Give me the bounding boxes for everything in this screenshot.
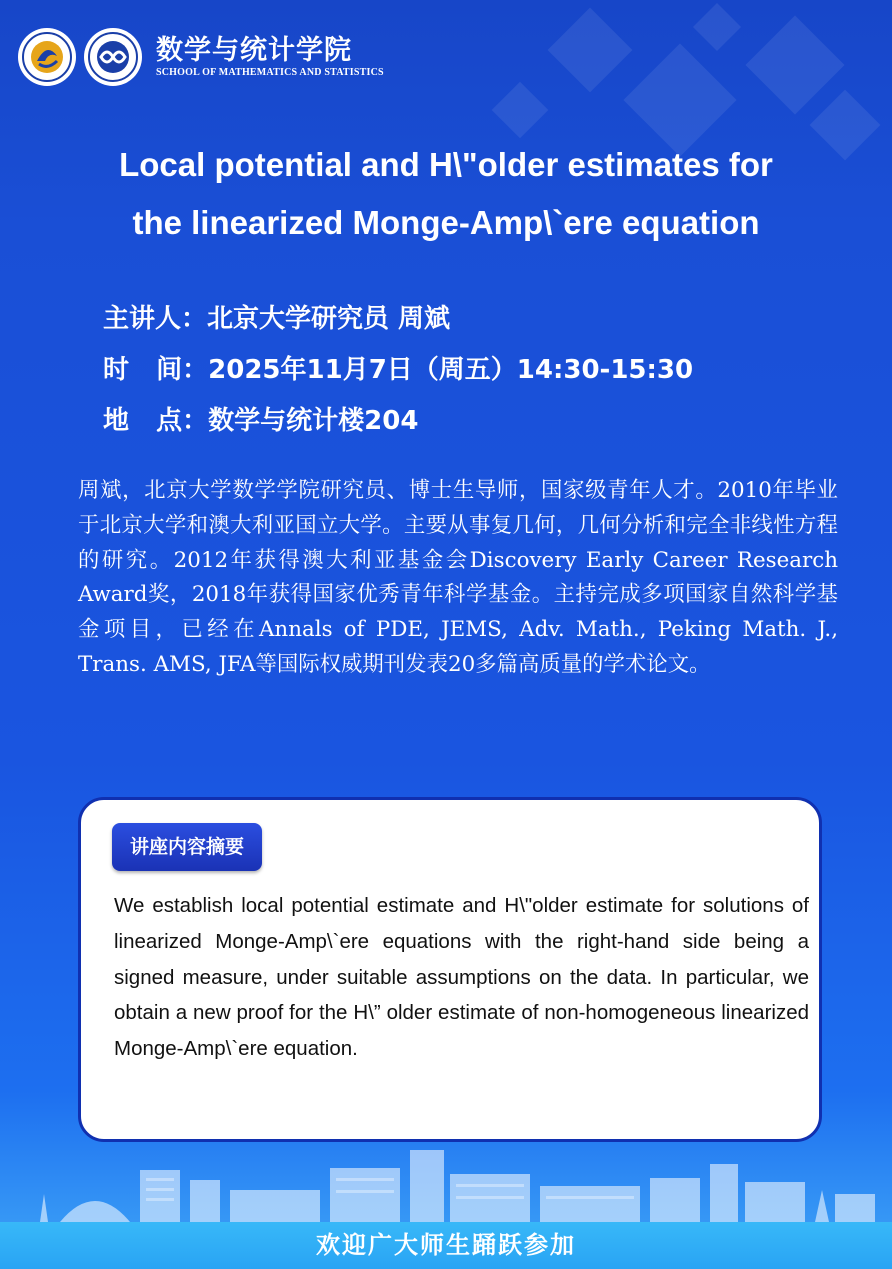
city-skyline-icon [0, 1150, 892, 1222]
school-name [156, 35, 384, 79]
decor-diamond [548, 8, 633, 93]
speaker-line: 主讲人：北京大学研究员 周斌 [103, 304, 451, 334]
lecture-title-line1: Local potential and H\"older estimates for [119, 146, 773, 183]
time-line: 时 间：2025年11月7日（周五）14:30-15:30 [103, 355, 694, 385]
abstract-text: We establish local potential estimate and H\"older estimate for solutions of linearized Monge-Amp\`ere equations with the right-hand side being a signed measure, under suitable assumptions on the data. In particular, we obtain a new proof for the H\” older estimate of non-homogeneous linearized Monge-Amp\`ere equation. [114, 894, 809, 1061]
decor-diamond [746, 16, 845, 115]
university-logo-icon [18, 28, 76, 86]
school-name-en: SCHOOL OF MATHEMATICS AND STATISTICS [156, 67, 384, 78]
school-name-cn: 数学与统计学院 [156, 35, 352, 66]
abstract-box [78, 797, 822, 1142]
decor-diamond [693, 3, 741, 51]
footer-banner: 欢迎广大师生踊跃参加 [0, 1222, 892, 1269]
speaker-bio: 周斌，北京大学数学学院研究员、博士生导师，国家级青年人才。2010年毕业于北京大学和澳大利亚国立大学。主要从事复几何，几何分析和完全非线性方程的研究。2012年获得澳大利亚基金会Discovery Early Career Research Award奖，2018年获得国家优秀青年科学基金。主持完成多项国家自然科学基金项目，已经在Annals of PDE, JEMS, Adv. Math., Peking Math. J., Trans. AMS, JFA等国际权威期刊发表20多篇高质量的学术论文。 [78, 478, 838, 677]
header-logos [18, 28, 384, 86]
place-line: 地 点：数学与统计楼204 [103, 406, 419, 436]
lecture-title [40, 136, 852, 252]
school-logo-icon [84, 28, 142, 86]
abstract-label: 讲座内容摘要 [112, 823, 262, 871]
lecture-title-line2: the linearized Monge-Amp\`ere equation [132, 204, 760, 241]
decor-diamond [492, 82, 549, 139]
